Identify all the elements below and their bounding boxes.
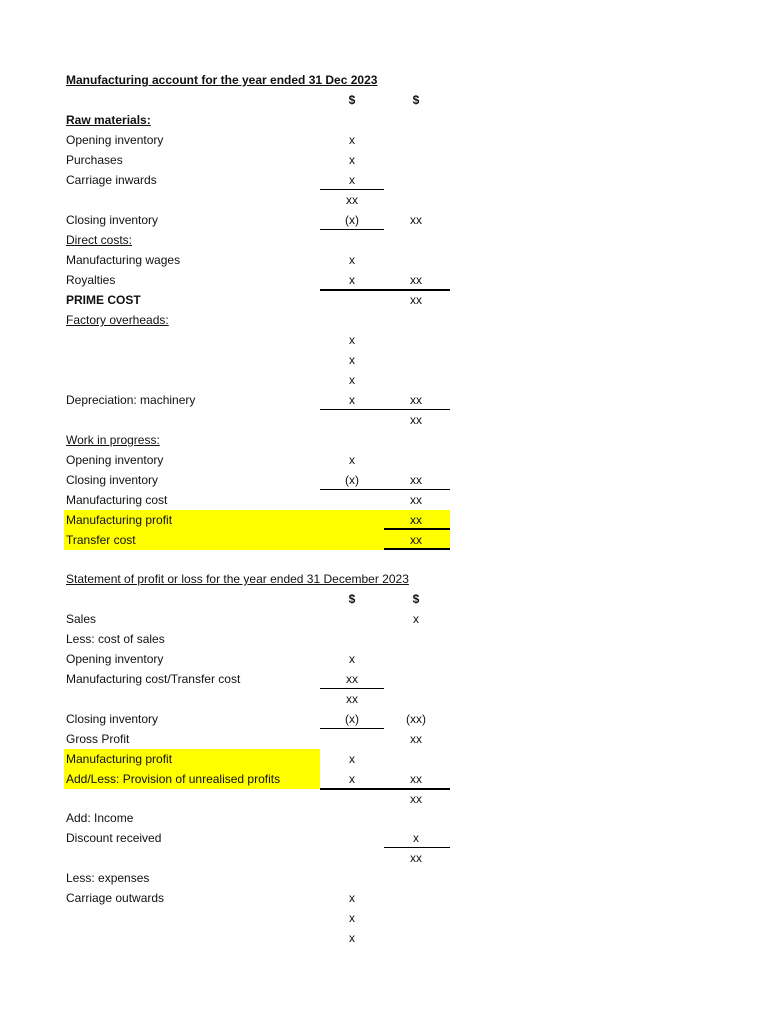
raw-subtotal-value: xx [346,193,358,207]
pl-opening-inventory-row [64,649,450,669]
direct-costs-total: xx [410,273,422,287]
purchases-row [64,150,450,170]
after-urp-value: xx [410,792,422,806]
after-urp-row [64,789,450,809]
wages-label: Manufacturing wages [66,253,181,267]
overheads-heading-row [64,310,450,330]
mfg-profit-label: Manufacturing profit [66,513,173,527]
raw-subtotal-row [64,190,450,210]
purchases-value: x [349,153,355,167]
gross-profit-value: xx [410,732,422,746]
carriage-inwards-label: Carriage inwards [66,173,157,187]
discount-received-value: x [413,831,419,845]
raw-closing-inventory-label: Closing inventory [66,213,159,227]
overheads-subtotal: xx [410,393,422,407]
raw-materials-heading-row [64,110,450,130]
expense-row [64,908,450,928]
direct-costs-heading-row [64,230,450,250]
raw-opening-inventory-row [64,130,450,150]
pl-title-row [64,569,450,589]
overheads-total-value: xx [410,413,422,427]
discount-received-row [64,828,450,848]
mfg-transfer-value: xx [346,672,358,686]
carriage-inwards-value: x [349,173,355,187]
mfg-account-title: Manufacturing account for the year ended 31 Dec 2023 [66,73,378,87]
mfg-currency-row [64,90,450,110]
less-expenses-row [64,868,450,888]
urp-label: Add/Less: Provision of unrealised profits [66,772,281,786]
pl-mfg-profit-label: Manufacturing profit [66,752,173,766]
transfer-cost-value: xx [410,533,422,547]
cost-of-sales-value: (xx) [406,712,426,726]
urp-value: x [349,772,355,786]
pl-currency-col1: $ [348,592,356,606]
less-cost-of-sales-label: Less: cost of sales [66,632,165,646]
less-expenses-label: Less: expenses [66,871,150,885]
wip-closing-label: Closing inventory [66,473,159,487]
pl-subtotal-row [64,689,450,709]
after-income-value: xx [410,851,422,865]
carriage-outwards-value: x [349,891,355,905]
wip-heading-row [64,430,450,450]
mfg-profit-value: xx [410,513,422,527]
wip-net-value: xx [410,473,422,487]
transfer-cost-row [64,530,450,550]
royalties-value: x [349,273,355,287]
overhead-row [64,350,450,370]
prime-cost-row [64,290,450,310]
less-cost-of-sales-row [64,629,450,649]
overhead-value: x [349,333,355,347]
wip-heading: Work in progress: [66,433,160,447]
transfer-cost-bottom-rule [384,548,450,550]
direct-costs-heading: Direct costs: [66,233,133,247]
raw-materials-total: xx [410,213,422,227]
wages-row [64,250,450,270]
pl-closing-inventory-label: Closing inventory [66,712,159,726]
overheads-total-row [64,410,450,430]
pl-mfg-profit-row [64,749,450,769]
overhead-row [64,330,450,350]
depreciation-row [64,390,450,410]
carriage-outwards-label: Carriage outwards [66,891,165,905]
after-income-row [64,848,450,868]
pl-opening-inventory-label: Opening inventory [66,652,164,666]
pl-opening-inventory-value: x [349,652,355,666]
mfg-cost-value: xx [410,493,422,507]
expense-value: x [349,911,355,925]
depreciation-label: Depreciation: machinery [66,393,196,407]
pl-statement-title: Statement of profit or loss for the year ended 31 December 2023 [66,572,409,586]
expense-row [64,928,450,948]
raw-opening-inventory-value: x [349,133,355,147]
overhead-value: x [349,373,355,387]
carriage-outwards-row [64,888,450,908]
pl-currency-col2: $ [412,592,420,606]
mfg-transfer-row [64,669,450,689]
sales-row [64,609,450,629]
sales-value: x [413,612,419,626]
mfg-cost-label: Manufacturing cost [66,493,168,507]
wip-closing-row [64,470,450,490]
pl-mfg-profit-value: x [349,752,355,766]
mfg-cost-row [64,490,450,510]
prime-cost-label: PRIME COST [66,293,141,307]
mfg-currency-col1: $ [348,93,356,107]
mfg-transfer-label: Manufacturing cost/Transfer cost [66,672,241,686]
wip-closing-value: (x) [345,473,359,487]
prime-cost-value: xx [410,293,422,307]
pl-closing-inventory-value: (x) [345,712,359,726]
discount-received-label: Discount received [66,831,162,845]
purchases-label: Purchases [66,153,123,167]
wages-value: x [349,253,355,267]
pl-subtotal-value: xx [346,692,358,706]
add-income-label: Add: Income [66,811,134,825]
gross-profit-label: Gross Profit [66,732,130,746]
raw-closing-inventory-row [64,210,450,230]
mfg-profit-row [64,510,450,530]
raw-materials-heading: Raw materials: [66,113,151,127]
wip-opening-value: x [349,453,355,467]
wip-opening-row [64,450,450,470]
mfg-title-row [64,70,450,90]
raw-closing-inventory-value: (x) [345,213,359,227]
overheads-heading: Factory overheads: [66,313,169,327]
raw-opening-inventory-label: Opening inventory [66,133,164,147]
transfer-cost-label: Transfer cost [66,533,136,547]
expense-value: x [349,931,355,945]
gross-profit-row [64,729,450,749]
overhead-value: x [349,353,355,367]
pl-closing-inventory-row [64,709,450,729]
add-income-row [64,808,450,828]
royalties-row [64,270,450,290]
urp-total: xx [410,772,422,786]
urp-row [64,769,450,789]
royalties-label: Royalties [66,273,116,287]
pl-currency-row [64,589,450,609]
wip-opening-label: Opening inventory [66,453,164,467]
depreciation-value: x [349,393,355,407]
sales-label: Sales [66,612,97,626]
overhead-row [64,370,450,390]
mfg-currency-col2: $ [412,93,420,107]
carriage-inwards-row [64,170,450,190]
